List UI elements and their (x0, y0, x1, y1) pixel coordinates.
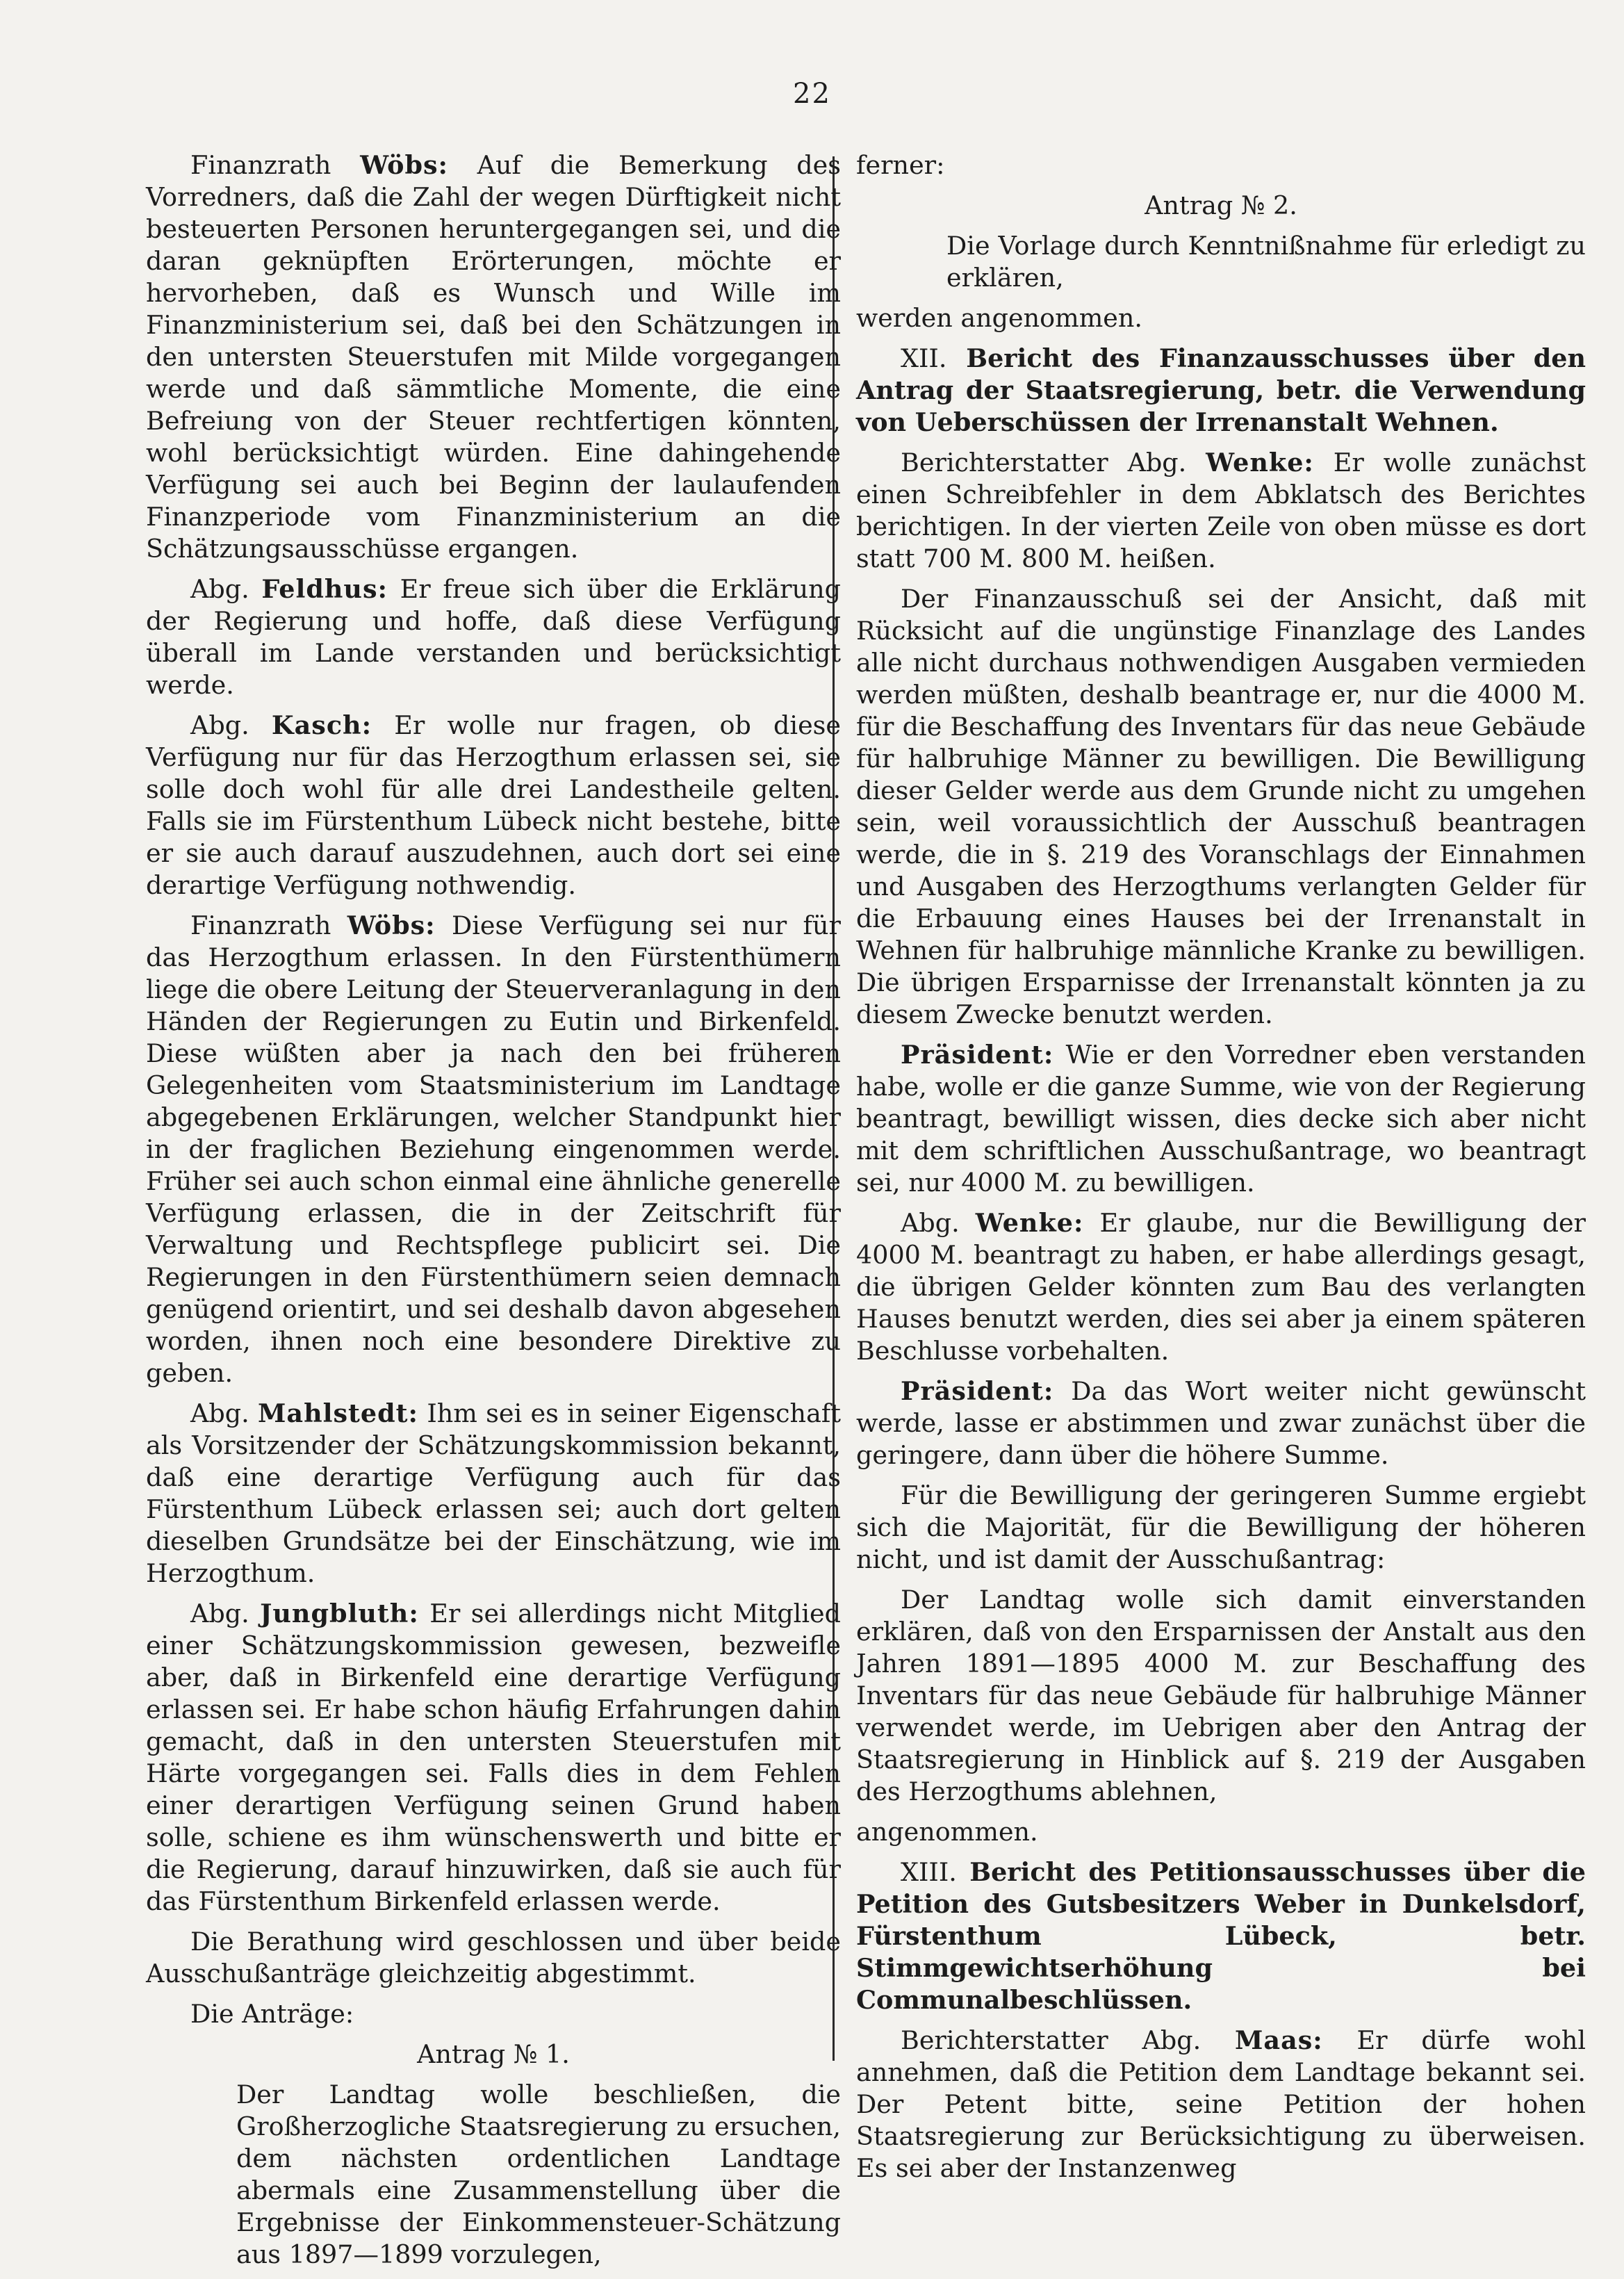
section-heading (856, 1856, 1586, 2016)
paragraph (856, 1207, 1586, 1367)
paragraph: ferner: (856, 150, 945, 180)
paragraph (146, 1598, 841, 1918)
speaker-title: Abg. (190, 710, 272, 740)
speech-text: Auf die Bemerkung des Vorredners, daß die Zahl der wegen Dürftigkeit nicht besteuerten Personen heruntergegangen sei, und die daran geknüpften Erörterungen, möchte er hervorheben, daß es Wunsch und Wille im Finanzministerium sei, daß bei den Schätzungen in den untersten Steuerstufen mit Milde vorgegangen werde und daß sämmtliche Momente, die eine Befreiung von der Steuer rechtfertigen könnten, wohl berücksichtigt würden. Eine dahingehende Verfügung sei auch bei Beginn der laulaufenden Finanzperiode vom Finanzministerium an die Schätzungsausschüsse ergangen. (146, 150, 841, 564)
section-title: Bericht des Finanzausschusses über den Antrag der Staatsregierung, betr. die Verwendung von Ueberschüssen der Irrenanstalt Wehnen. (856, 343, 1586, 437)
paragraph (146, 149, 841, 565)
speaker-name: Feldhus: (261, 574, 388, 604)
speech-text: Er dürfe wohl annehmen, daß die Petition dem Landtage bekannt sei. Der Petent bitte, seine Petition der hohen Staatsregierung zur Berücksichtigung zu überweisen. Es sei aber der Instanzenweg (856, 2025, 1586, 2183)
paragraph: werden angenommen. (856, 303, 1143, 333)
motion-text: Der Landtag wolle beschließen, die Großherzogliche Staatsregierung zu ersuchen, dem nächsten ordentlichen Landtage abermals eine Zusammenstellung über die Ergebnisse der Einkommensteuer-Schätzung aus 1897—1899 vorzulegen, (236, 2080, 841, 2269)
speaker-name: Mahlstedt: (258, 1398, 418, 1428)
speaker-title: Abg. (901, 1208, 976, 1238)
speaker-title: Abg. (190, 1599, 261, 1628)
paragraph: Die Berathung wird geschlossen und über beide Ausschußanträge gleichzeitig abgestimmt. (146, 1927, 841, 1988)
paragraph (146, 710, 841, 901)
speaker-title: Finanzrath (190, 910, 347, 940)
speaker-name: Jungbluth: (260, 1599, 419, 1628)
section-number: XII. (901, 343, 947, 373)
paragraph (856, 447, 1586, 575)
speech-text: Ihm sei es in seiner Eigenschaft als Vorsitzender der Schätzungskommission bekannt, daß eine derartige Verfügung auch für das Fürstenthum Lübeck erlassen sei; auch dort gelten dieselben Grundsätze bei der Einschätzung, wie im Herzogthum. (146, 1398, 842, 1588)
motion-text: Die Vorlage durch Kenntnißnahme für erledigt zu erklären, (946, 231, 1586, 293)
speaker-title: Abg. (190, 574, 262, 604)
section-title: Bericht des Petitionsausschusses über die Petition des Gutsbesitzers Weber in Dunkelsdorf, Fürstenthum Lübeck, betr. Stimmgewichtserhöhung bei Communalbeschlüssen. (856, 1857, 1586, 2015)
speech-text: Er freue sich über die Erklärung der Regierung und hoffe, daß diese Verfügung überall im Lande verstanden und berücksichtigt werde. (146, 574, 841, 700)
speaker-title: Berichterstatter Abg. (901, 448, 1206, 477)
motion-title: Antrag № 1. (417, 2039, 570, 2069)
section-heading (856, 343, 1586, 439)
speech-text: Er wolle zunächst einen Schreibfehler in dem Abklatsch des Berichtes berichtigen. In der vierten Zeile von oben müsse es dort statt 700 M. 800 M. heißen. (856, 448, 1586, 573)
speaker-name: Präsident: (901, 1376, 1054, 1406)
speaker-name: Maas: (1235, 2025, 1323, 2055)
speaker-name: Wenke: (975, 1208, 1084, 1238)
paragraph (146, 1398, 841, 1590)
speaker-name: Wöbs: (360, 150, 448, 180)
speech-text: Er sei allerdings nicht Mitglied einer Schätzungskommission gewesen, bezweifle aber, daß in Birkenfeld eine derartige Verfügung erlassen sei. Er habe schon häufig Erfahrungen dahin gemacht, daß in den untersten Steuerstufen mit Härte vorgegangen sei. Falls dies in dem Fehlen einer derartigen Verfügung seinen Grund haben solle, schiene es ihm wünschenswerth und bitte er die Regierung, darauf hinzuwirken, daß sie auch für das Fürstenthum Birkenfeld erlassen werde. (146, 1599, 841, 1916)
paragraph (856, 1039, 1586, 1199)
motion-title: Antrag № 2. (1145, 190, 1297, 220)
speaker-name: Wenke: (1206, 448, 1314, 477)
paragraph: Die Anträge: (190, 1999, 354, 2029)
paragraph (856, 1375, 1586, 1471)
paragraph: angenommen. (856, 1817, 1038, 1847)
speaker-name: Präsident: (901, 1040, 1054, 1070)
paragraph (146, 910, 841, 1389)
speech-text: Er glaube, nur die Bewilligung der 4000 M. beantragt zu haben, er habe allerdings gesagt, die übrigen Gelder könnten zum Bau des verlangten Hauses benutzt werden, dies sei aber ja einem späteren Beschlusse vorbehalten. (856, 1208, 1586, 1366)
motion-text: Der Landtag wolle sich damit einverstanden erklären, daß von den Ersparnissen der Anstalt aus den Jahren 1891—1895 4000 M. zur Beschaffung des Inventars für das neue Gebäude für halbruhige Männer verwendet werde, im Uebrigen aber den Antrag der Staatsregierung in Hinblick auf §. 219 der Ausgaben des Herzogthums ablehnen, (856, 1585, 1586, 1806)
speaker-title: Berichterstatter Abg. (901, 2025, 1236, 2055)
speech-text: Wie er den Vorredner eben verstanden habe, wolle er die ganze Summe, wie von der Regierung beantragt, bewilligt wissen, dies decke sich aber nicht mit dem schriftlichen Ausschußantrage, wo beantragt sei, nur 4000 M. zu bewilligen. (856, 1040, 1586, 1198)
paragraph: Der Finanzausschuß sei der Ansicht, daß mit Rücksicht auf die ungünstige Finanzlage des Landes alle nicht durchaus nothwendigen Ausgaben vermieden werden müßten, deshalb beantrage er, nur die 4000 M. für die Beschaffung des Inventars für das neue Gebäude für halbruhige Männer zu bewilligen. Die Bewilligung dieser Gelder werde aus dem Grunde nicht zu umgehen sein, weil voraussichtlich der Ausschuß beantragen werde, die in §. 219 des Voranschlags der Einnahmen und Ausgaben des Herzogthums verlangten Gelder für die Erbauung eines Hauses bei der Irrenanstalt in Wehnen für halbruhige männliche Kranke zu bewilligen. Die übrigen Ersparnisse der Irrenanstalt könnten ja zu diesem Zwecke benutzt werden. (856, 584, 1586, 1029)
paragraph (856, 2025, 1586, 2184)
speaker-title: Finanzrath (190, 150, 361, 180)
right-column (856, 149, 1586, 2193)
paragraph: Für die Bewilligung der geringeren Summe ergiebt sich die Majorität, für die Bewilligung der höheren nicht, und ist damit der Ausschußantrag: (856, 1480, 1586, 1574)
paragraph (146, 573, 841, 701)
left-column (146, 149, 841, 2279)
page-number: 22 (793, 78, 831, 110)
speech-text: Diese Verfügung sei nur für das Herzogthum erlassen. In den Fürstenthümern liege die obere Leitung der Steuerveranlagung in den Händen der Regierungen zu Eutin und Birkenfeld. Diese wüßten aber ja nach den bei früheren Gelegenheiten vom Staatsministerium im Landtage abgegebenen Erklärungen, welcher Standpunkt hier in der fraglichen Beziehung eingenommen werde. Früher sei auch schon einmal eine ähnliche generelle Verfügung erlassen, die in der Zeitschrift für Verwaltung und Rechtspflege publicirt sei. Die Regierungen in den Fürstenthümern seien demnach genügend orientirt, und sei deshalb davon abgesehen worden, ihnen noch eine besondere Direktive zu geben. (146, 910, 841, 1388)
speech-text: Er wolle nur fragen, ob diese Verfügung nur für das Herzogthum erlassen sei, sie solle doch wohl für alle drei Landestheile gelten. Falls sie im Fürstenthum Lübeck nicht bestehe, bitte er sie auch darauf auszudehnen, auch dort sei eine derartige Verfügung nothwendig. (146, 710, 841, 900)
speaker-name: Kasch: (271, 710, 372, 740)
speaker-title: Abg. (190, 1398, 259, 1428)
section-number: XIII. (901, 1857, 957, 1887)
speech-text: Da das Wort weiter nicht gewünscht werde, lasse er abstimmen und zwar zunächst über die geringere, dann über die höhere Summe. (856, 1376, 1586, 1470)
speaker-name: Wöbs: (347, 910, 436, 940)
